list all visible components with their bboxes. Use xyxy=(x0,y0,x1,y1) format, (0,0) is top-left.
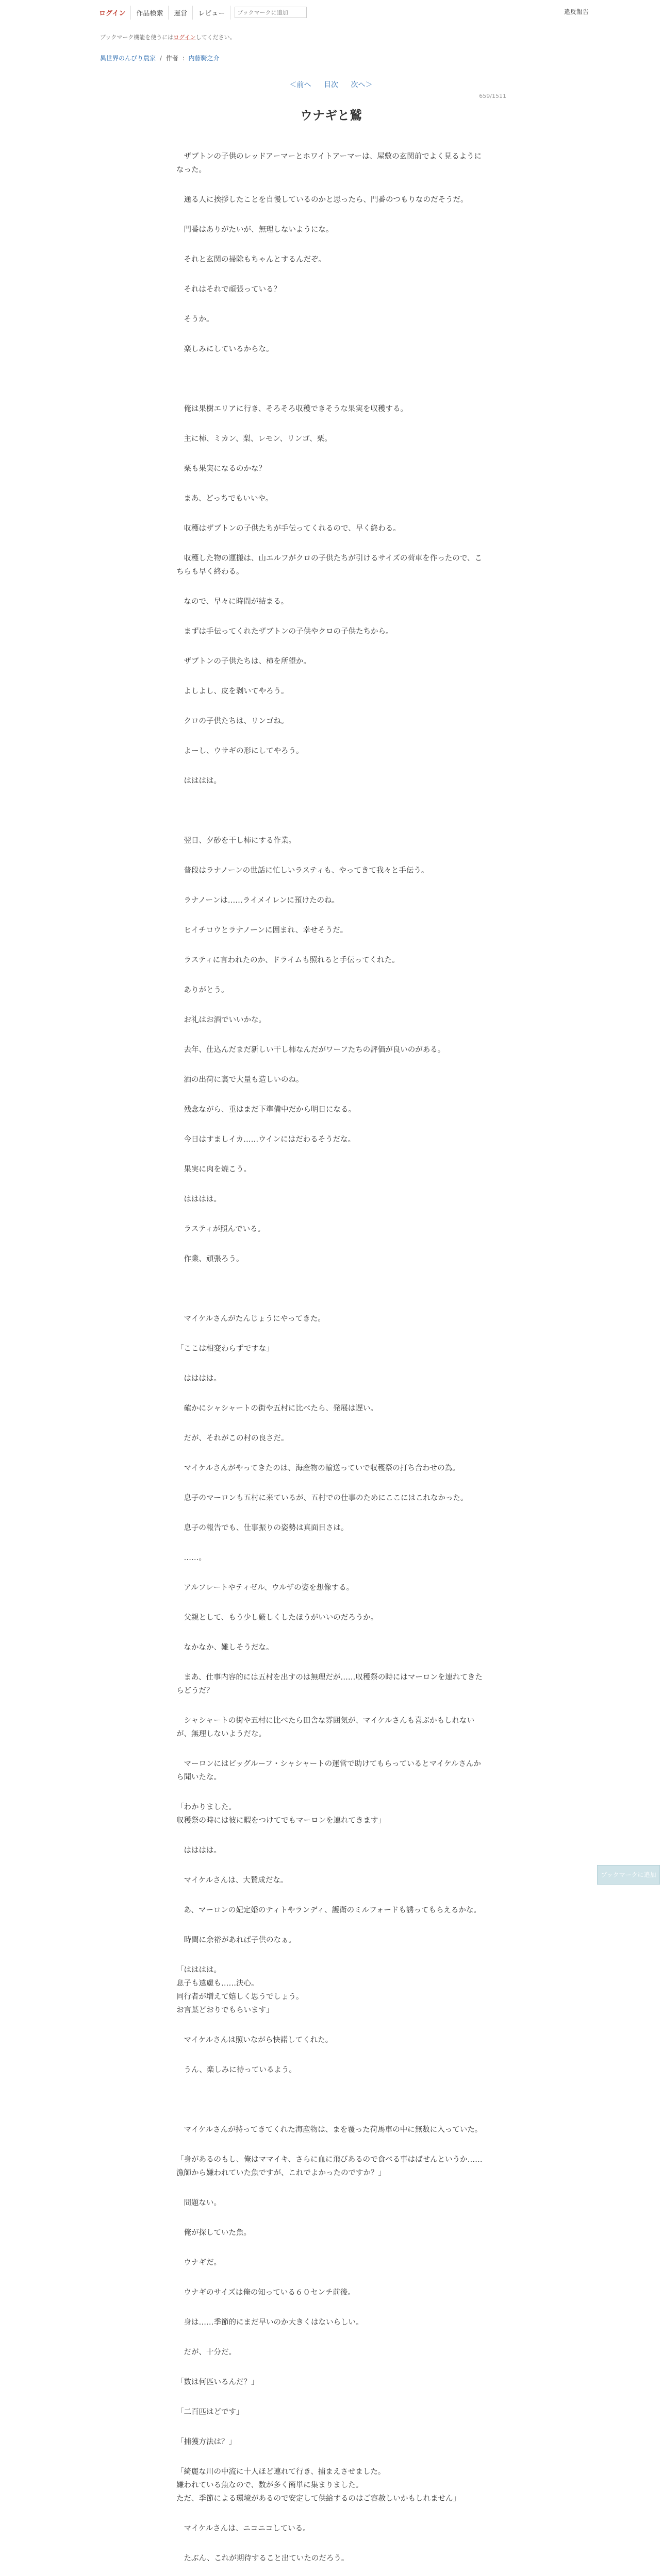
section-break xyxy=(176,372,486,402)
body-paragraph: ラナノーンは……ライメイレンに預けたのね。 xyxy=(176,896,340,905)
body-paragraph: マイケルさんがたんじょうにやってきた。 xyxy=(176,1315,325,1323)
body-paragraph: 栗も果実になるのかな？ xyxy=(176,465,266,473)
body-paragraph: マイケルさんがやってきたのは、海産物の輸送っていで収穫祭の打ち合わせの為。 xyxy=(176,1464,460,1472)
body-paragraph: だが、それがこの村の良さだ。 xyxy=(176,1434,289,1443)
body-paragraph: ラスティに言われたのか、ドライムも照れると手伝ってくれた。 xyxy=(176,956,400,964)
body-paragraph: 収穫はザブトンの子供たちが手伝ってくれるので、早く終わる。 xyxy=(176,524,401,533)
body-paragraph: 残念ながら、重はまだ下準備中だから明日になる。 xyxy=(176,1106,356,1114)
body-paragraph: ウナギだ。 xyxy=(176,2259,221,2267)
breadcrumb-author-label: 作者 xyxy=(166,55,178,62)
body-paragraph: 普段はラナノーンの世話に忙しいラスティも、やってきて我々と手伝う。 xyxy=(176,867,429,875)
body-paragraph: 「綺麗な川の中流に十人ほど連れて行き、捕まえさせました。 嫌われている魚なので、数が多く簡単に集まりました。 ただ、季節による環境があるので安定して供給するのはご容赦しいかもしれません」 xyxy=(176,2468,460,2503)
body-paragraph: ザブトンの子供のレッドアーマーとホワイトアーマーは、屋敷の玄関前でよく見るようになった。 xyxy=(176,152,482,174)
body-paragraph: ザブトンの子供たちは、柿を所望か。 xyxy=(176,657,311,666)
body-paragraph: 息子のマーロンも五村に来ているが、五村での仕事のためにここにはこれなかった。 xyxy=(176,1494,468,1502)
body-paragraph: アルフレートやティゼル、ウルザの姿を想像する。 xyxy=(176,1584,354,1592)
body-paragraph: それと玄関の掃除もちゃんとするんだぞ。 xyxy=(176,256,326,264)
body-paragraph: マイケルさんは、大賛成だな。 xyxy=(176,1876,288,1885)
body-paragraph: マイケルさんは照いながら快諾してくれた。 xyxy=(176,2036,333,2044)
episode-number: 659/1511 xyxy=(479,93,506,99)
episode-title: ウナギと鷲 xyxy=(300,108,362,123)
section-break xyxy=(176,2093,486,2123)
body-paragraph: 「わかりました。 収穫祭の時には彼に暇をつけてでもマーロンを連れてきます」 xyxy=(176,1803,386,1825)
body-paragraph: 門番はありがたいが、無理しないようにな。 xyxy=(176,226,334,234)
body-paragraph: はははは。 xyxy=(176,1195,221,1204)
body-paragraph: 「はははは。 息子も遠慮も……決心。 同行者が増えて嬉しく思うでしょう。 お言葉どおりでもらいます」 xyxy=(176,1966,304,2014)
login-link[interactable]: ログイン xyxy=(94,6,131,20)
body-paragraph: 酒の出荷に裏で大量も造しいのね。 xyxy=(176,1076,304,1084)
body-paragraph: 今日はすましイカ……ウインにはだわるそうだな。 xyxy=(176,1136,356,1144)
body-paragraph: シャシャートの街や五村に比べたら田舎な雰囲気が、マイケルさんも喜ぶかもしれないが、無理しないようだな。 xyxy=(176,1717,475,1738)
episode-pager xyxy=(0,77,662,93)
body-paragraph: 「ここは相変わらずですな」 xyxy=(176,1345,274,1353)
section-break xyxy=(176,1282,486,1312)
body-paragraph: 去年、仕込んだまだ新しい干し柿なんだがワーフたちの評価が良いのがある。 xyxy=(176,1046,445,1054)
notice-suffix: してください。 xyxy=(195,34,236,41)
body-paragraph: それはそれで頑張っている？ xyxy=(176,285,281,294)
next-link[interactable]: 次へ＞ xyxy=(351,81,373,89)
report-link[interactable]: 違反報告 xyxy=(564,8,589,15)
body-paragraph: ウナギのサイズは俺の知っている６０センチ前後。 xyxy=(176,2289,355,2297)
body-paragraph: マイケルさんが持ってきてくれた海産物は、まを覆った荷馬車の中に無数に入っていた。 xyxy=(176,2126,483,2134)
notice-login-link[interactable]: ログイン xyxy=(173,34,196,41)
site-header xyxy=(73,0,589,77)
novel-body xyxy=(176,150,486,2576)
body-paragraph: 確かにシャシャートの街や五村に比べたら、発展は遅い。 xyxy=(176,1404,378,1413)
bookmark-button[interactable]: ブックマークに追加 xyxy=(597,1865,660,1885)
body-paragraph: 父親として、もう少し厳しくしたほうがいいのだろうか。 xyxy=(176,1614,378,1622)
body-paragraph: まあ、どっちでもいいや。 xyxy=(176,495,273,503)
body-paragraph: 息子の報告でも、仕事振りの姿勢は真面目さは。 xyxy=(176,1524,349,1532)
prev-link[interactable]: ＜前へ xyxy=(289,81,311,89)
section-break xyxy=(176,804,486,834)
body-paragraph: 「二百匹はどです」 xyxy=(176,2408,244,2416)
body-paragraph: まあ、仕事内容的には五村を出すのは無理だが……収穫祭の時にはマーロンを連れてきたらどうだ？ xyxy=(176,1673,483,1695)
body-paragraph: なので、早々に時間が結まる。 xyxy=(176,598,289,606)
body-paragraph: 身は……季節的にまだ早いのか大きくはないらしい。 xyxy=(176,2318,363,2327)
body-paragraph: ……。 xyxy=(176,1554,206,1562)
body-paragraph: はははは。 xyxy=(176,1375,221,1383)
body-paragraph: お礼はお酒でいいかな。 xyxy=(176,1016,266,1024)
breadcrumb-separator: : xyxy=(182,55,185,62)
body-paragraph: 俺が探していた魚。 xyxy=(176,2229,251,2237)
breadcrumb xyxy=(100,54,219,62)
body-paragraph: マイケルさんは、ニコニコしている。 xyxy=(176,2524,310,2533)
breadcrumb-novel-title[interactable]: 異世界のんびり農家 xyxy=(100,55,156,62)
body-paragraph: たぶん、これが期待すること出ていたのだろう。 xyxy=(176,2554,349,2563)
body-paragraph: 作業、頑張ろう。 xyxy=(176,1255,244,1263)
body-paragraph: ラスティが照んでいる。 xyxy=(176,1225,266,1233)
body-paragraph: だが、十分だ。 xyxy=(176,2348,236,2357)
top-navigation xyxy=(94,5,307,20)
body-paragraph: 問題ない。 xyxy=(176,2199,221,2207)
body-paragraph: 翌日、夕砂を干し柿にする作業。 xyxy=(176,837,296,845)
body-paragraph: 俺は果樹エリアに行き、そろそろ収穫できそうな果実を収穫する。 xyxy=(176,405,408,413)
login-notice xyxy=(100,33,236,41)
body-paragraph: まずは手伝ってくれたザブトンの子供やクロの子供たちから。 xyxy=(176,628,393,636)
body-paragraph: 時間に余裕があれば子供のなぁ。 xyxy=(176,1936,296,1944)
breadcrumb-author-link[interactable]: 内藤騎之介 xyxy=(188,55,220,62)
body-paragraph: あ、マーロンの妃定婚のティトやランディ、護衛のミルフォードも誘ってもらえるかな。 xyxy=(176,1906,481,1914)
notice-prefix: ブックマーク機能を使うには xyxy=(100,34,174,41)
body-paragraph: 果実に肉を焼こう。 xyxy=(176,1165,251,1174)
body-paragraph: はははは。 xyxy=(176,777,221,785)
body-paragraph: ありがとう。 xyxy=(176,986,229,994)
body-paragraph: 収穫した物の運搬は、山エルフがクロの子供たちが引けるサイズの荷車を作ったので、こちらも早く終わる。 xyxy=(176,554,483,576)
body-paragraph: よーし、ウサギの形にしてやろう。 xyxy=(176,747,304,755)
body-paragraph: 楽しみにしているからな。 xyxy=(176,345,274,353)
body-paragraph: クロの子供たちは、リンゴね。 xyxy=(176,717,289,725)
body-paragraph: ヒイチロウとラナノーンに囲まれ、幸せそうだ。 xyxy=(176,926,348,935)
body-paragraph: 「数は何匹いるんだ？」 xyxy=(176,2378,259,2386)
body-paragraph: よしよし、皮を剥いてやろう。 xyxy=(176,687,289,696)
nav-review[interactable]: レビュー xyxy=(193,6,230,20)
nav-search[interactable]: 作品検索 xyxy=(131,6,169,20)
body-paragraph: うん、楽しみに待っているよう。 xyxy=(176,2066,296,2074)
body-paragraph: 主に柿、ミカン、梨、レモン、リンゴ、栗。 xyxy=(176,435,332,443)
body-paragraph: はははは。 xyxy=(176,1846,221,1855)
body-paragraph: 通る人に挨拶したことを自慢しているのかと思ったら、門番のつもりなのだそうだ。 xyxy=(176,196,468,204)
nav-info[interactable]: 運営 xyxy=(169,6,193,20)
bookmark-search-input[interactable] xyxy=(235,7,307,18)
toc-link[interactable]: 目次 xyxy=(324,81,338,89)
body-paragraph: 「身があるのもし、俺はママイキ、さらに血に飛びあるので食べる事はばせんというか……漁師から嫌われていた魚ですが、これでよかったのですか？」 xyxy=(176,2156,483,2177)
breadcrumb-separator: / xyxy=(159,55,162,62)
body-paragraph: マーロンにはビッグルーフ・シャシャートの運営で助けてもらっているとマイケルさんから聞いたな。 xyxy=(176,1760,481,1782)
body-paragraph: 「捕獲方法は？」 xyxy=(176,2438,236,2446)
body-paragraph: なかなか、難しそうだな。 xyxy=(176,1643,274,1652)
body-paragraph: そうか。 xyxy=(176,315,214,324)
